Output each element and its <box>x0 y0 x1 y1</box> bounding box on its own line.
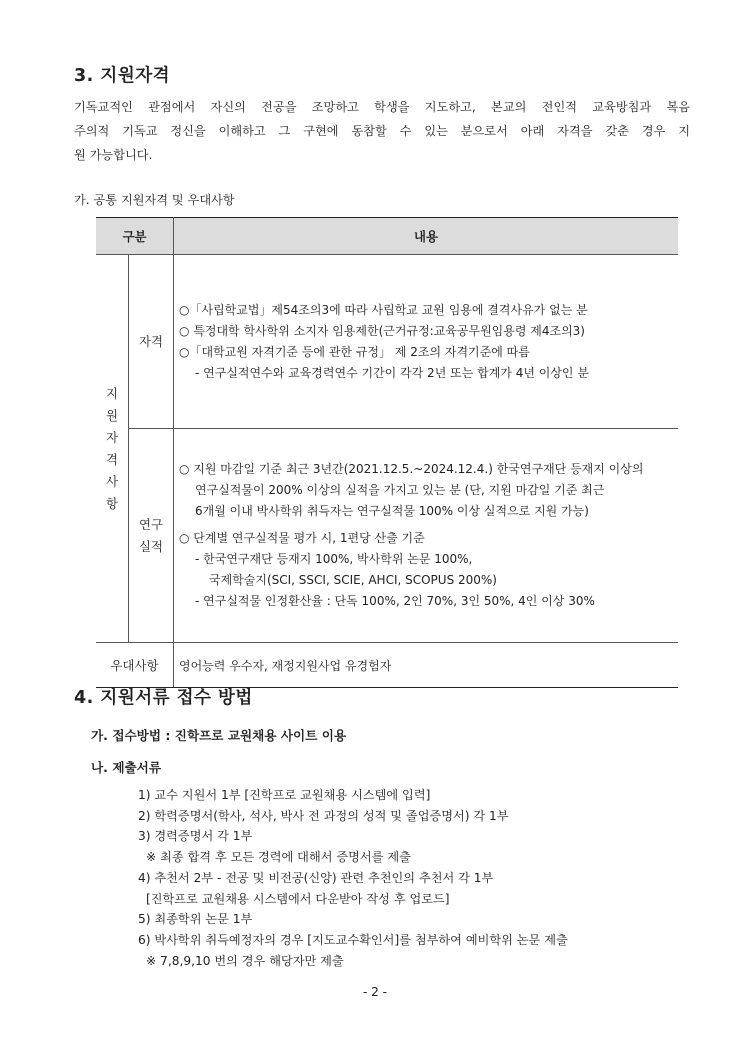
list-item: ○「대학교원 자격기준 등에 관한 규정」 제 2조의 자격기준에 따름 <box>179 344 530 359</box>
table-row-qualification <box>96 255 678 429</box>
list-item: 6개월 이내 박사학위 취득자는 연구실적물 100% 이상 실적으로 지원 가능) <box>195 504 589 518</box>
research-label: 연구 실적 <box>129 429 174 643</box>
group-label: 지 원 자 격 사 항 <box>96 255 129 643</box>
table-row-preference <box>96 643 678 688</box>
qualification-table <box>96 217 678 688</box>
list-item: - 한국연구재단 등재지 100%, 박사학위 논문 100%, <box>195 552 473 566</box>
list-item: ※ 최종 합격 후 모든 경력에 대해서 증명서를 제출 <box>146 850 411 865</box>
section3-heading: 3. 지원자격 <box>74 66 171 86</box>
documents-list <box>138 785 568 971</box>
list-item: 연구실적물이 200% 이상의 실적을 가지고 있는 분 (단, 지원 마감일 기준 최근 <box>195 483 605 497</box>
research-content <box>174 429 679 643</box>
list-item: - 연구실적물 인정환산율 : 단독 100%, 2인 70%, 3인 50%, 4인 이상 30% <box>195 594 595 608</box>
documents-heading: 나. 제출서류 <box>91 760 161 775</box>
table-row-research <box>96 429 678 643</box>
preference-label: 우대사항 <box>96 643 174 688</box>
qualification-content <box>174 255 679 429</box>
list-item: 4) 추천서 2부 - 전공 및 비전공(신앙) 관련 추천인의 추천서 각 1부 <box>138 870 494 885</box>
section4-heading: 4. 지원서류 접수 방법 <box>74 688 253 708</box>
header-content: 내용 <box>174 218 679 255</box>
header-gubun: 구분 <box>96 218 174 255</box>
submission-method: 가. 접수방법 : 진학프로 교원채용 사이트 이용 <box>91 728 347 743</box>
table-header-row <box>96 218 678 255</box>
list-item: ○ 특정대학 학사학위 소지자 임용제한(근거규정:교육공무원임용령 제4조의3) <box>179 323 585 338</box>
section3-intro <box>74 95 690 167</box>
list-item: - 연구실적연수와 교육경력연수 기간이 각각 2년 또는 합계가 4년 이상인 분 <box>195 365 589 380</box>
intro-line: 원 가능합니다. <box>74 148 153 162</box>
preference-content: 영어능력 우수자, 재정지원사업 유경험자 <box>174 643 679 688</box>
list-item: 1) 교수 지원서 1부 [진학프로 교원채용 시스템에 입력] <box>138 788 431 802</box>
page-number: - 2 - <box>363 985 387 999</box>
list-item: 6) 박사학위 취득예정자의 경우 [지도교수확인서]를 첨부하여 예비학위 논문 제출 <box>138 932 568 947</box>
qualification-label: 자격 <box>129 255 174 429</box>
intro-line: 기독교적인 관점에서 자신의 전공을 조망하고 학생을 지도하고, 본교의 전인적 교육방침과 복음 <box>74 100 690 114</box>
list-item: ○「사립학교법」제54조의3에 따라 사립학교 교원 임용에 결격사유가 없는 분 <box>179 302 588 317</box>
list-item: 5) 최종학위 논문 1부 <box>138 912 253 927</box>
list-item: ○ 단계별 연구실적물 평가 시, 1편당 산출 기준 <box>179 531 425 545</box>
list-item: [진학프로 교원채용 시스템에서 다운받아 작성 후 업로드] <box>146 891 450 906</box>
list-item: 국제학술지(SCI, SSCI, SCIE, AHCI, SCOPUS 200%) <box>209 573 497 587</box>
list-item: ※ 7,8,9,10 번의 경우 해당자만 제출 <box>146 953 344 968</box>
list-item: ○ 지원 마감일 기준 최근 3년간(2021.12.5.~2024.12.4.) 한국연구재단 등재지 이상의 <box>179 462 644 476</box>
list-item: 2) 학력증명서(학사, 석사, 박사 전 과정의 성적 및 졸업증명서) 각 1부 <box>138 808 509 823</box>
intro-line: 주의적 기독교 정신을 이해하고 그 구현에 동참할 수 있는 분으로서 아래 자격을 갖춘 경우 지 <box>74 124 690 138</box>
section3-subheading: 가. 공통 지원자격 및 우대사항 <box>74 193 235 207</box>
list-item: 3) 경력증명서 각 1부 <box>138 829 253 844</box>
